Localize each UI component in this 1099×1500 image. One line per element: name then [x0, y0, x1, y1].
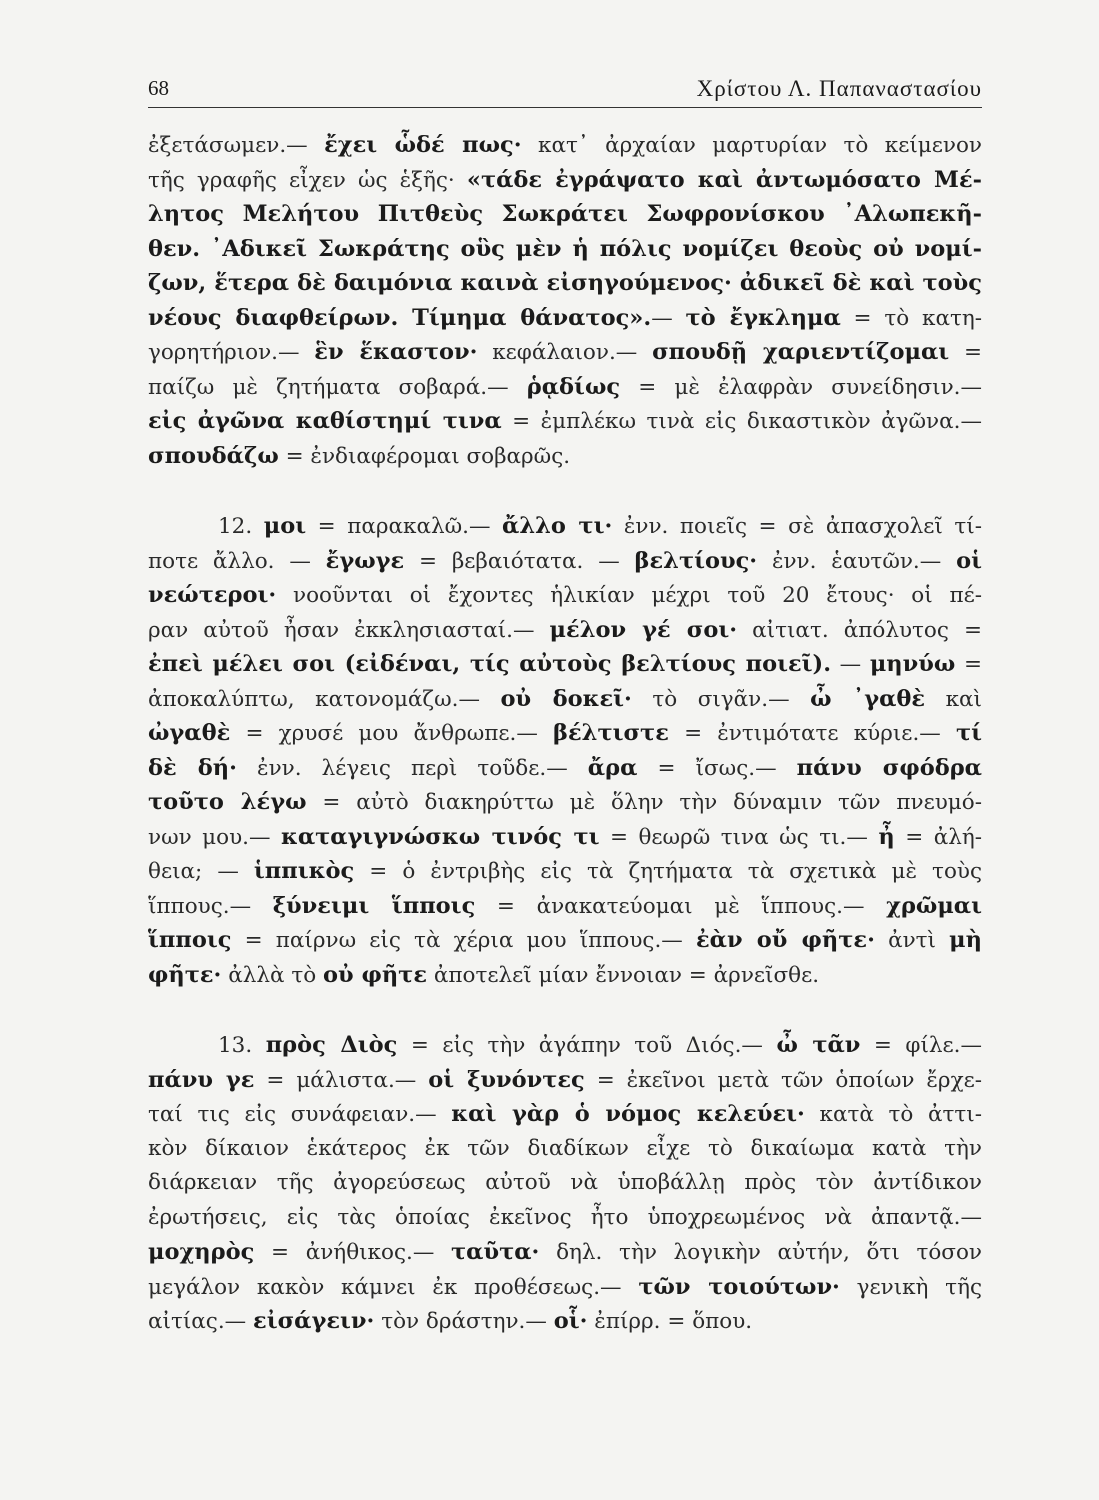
commentary-text — [148, 128, 982, 1339]
lemma-term: ὦ τᾶν — [776, 1032, 861, 1058]
header-rule — [148, 107, 982, 108]
lemma-term: μηνύω — [869, 651, 956, 677]
lemma-term: τί — [955, 720, 982, 746]
lemma-term: δὲ δή· — [148, 754, 237, 781]
gloss-text: τὸ σιγᾶν.— — [631, 686, 811, 712]
lemma-term: ἱππικὸς — [253, 858, 355, 884]
text-line — [148, 335, 982, 370]
gloss-text: = ὁ ἐντριβὴς εἰς τὰ ζητήματα τὰ σχετικὰ μὲ τοὺς — [354, 859, 982, 884]
gloss-text: = ἀνήθικος.— — [254, 1240, 452, 1265]
gloss-text: = παρακαλῶ.— — [306, 514, 503, 539]
text-line — [148, 889, 982, 924]
lemma-term: χρῶμαι — [886, 892, 983, 919]
lemma-term: ἦ — [878, 823, 895, 850]
lemma-term: ὠγαθὲ — [148, 720, 231, 746]
lemma-term: λητος Μελήτου Πιτθεὺς Σωκράτει Σωφρονίσκου ᾽Αλωπεκῆ- — [148, 201, 982, 227]
lemma-term: ζων, ἕτερα δὲ δαιμόνια καινὰ εἰσηγούμενος· ἀδικεῖ δὲ καὶ τοὺς — [148, 270, 982, 296]
text-line — [148, 1132, 982, 1167]
gloss-text: ἵππους.— — [148, 893, 273, 919]
lemma-term: ἄλλο τι· — [502, 513, 613, 539]
gloss-text: δηλ. τὴν λογικὴν αὐτήν, ὅτι τόσον — [539, 1240, 982, 1265]
text-line — [148, 1097, 982, 1132]
gloss-text: γενικὴ τῆς — [839, 1274, 982, 1300]
text-line — [148, 1201, 982, 1236]
text-line — [148, 613, 982, 648]
gloss-text: κατ᾽ ἀρχαίαν μαρτυρίαν τὸ κείμενον — [521, 133, 982, 158]
gloss-text: = — [955, 652, 982, 677]
text-line — [148, 785, 982, 820]
gloss-text: ἐρωτήσεις, εἰς τὰς ὁποίας ἐκεῖνος ἦτο ὑποχρεωμένος νὰ ἀπαντᾷ.— — [148, 1204, 982, 1230]
gloss-text: διάρκειαν τῆς ἀγορεύσεως αὐτοῦ νὰ ὑποβάλλῃ πρὸς τὸν ἀντίδικον — [148, 1170, 982, 1195]
paragraph — [148, 128, 982, 473]
lemma-term: νέους διαφθείρων. Τίμημα θάνατος». — [148, 304, 652, 331]
lemma-term: ὦ ᾽γαθὲ — [810, 685, 926, 712]
running-title: Χρίστου Λ. Παπαναστασίου — [696, 76, 982, 101]
text-line — [148, 716, 982, 751]
gloss-text: = ἐκεῖνοι μετὰ τῶν ὁποίων ἔρχε- — [584, 1067, 983, 1093]
lemma-term: βέλτιστε — [553, 720, 669, 746]
text-line — [148, 509, 982, 544]
gloss-text: ραν αὐτοῦ ἦσαν ἐκκλησιασταί.— — [148, 617, 550, 643]
gloss-text: = αὐτὸ διακηρύττω μὲ ὅλην τὴν δύναμιν τῶν πνευμό- — [306, 790, 982, 815]
lemma-term: εἰσάγειν· — [253, 1308, 375, 1334]
gloss-text: ἀντὶ — [874, 928, 950, 953]
paragraph-gap — [148, 992, 982, 1028]
text-line — [148, 958, 982, 993]
gloss-text: ταί τις εἰς συνάφειαν.— — [148, 1102, 452, 1127]
gloss-text: κεφάλαιον.— — [477, 340, 653, 365]
gloss-text: = μὲ ἐλαφρὰν συνείδησιν.— — [620, 374, 982, 400]
gloss-text: νων μου.— — [148, 824, 281, 850]
lemma-term: φῆτε· — [148, 961, 222, 988]
lemma-term: βελτίους· — [634, 547, 758, 574]
gloss-text: 13. — [218, 1033, 266, 1058]
text-line — [148, 751, 982, 786]
lemma-term: πάνυ σφόδρα — [796, 754, 982, 781]
gloss-text: αἰτιατ. ἀπόλυτος = — [737, 617, 982, 643]
gloss-text: = ἐμπλέκω τινὰ εἰς δικαστικὸν ἀγῶνα.— — [501, 409, 982, 434]
text-line — [148, 1270, 982, 1305]
gloss-text: τὸν δράστην.— — [374, 1309, 554, 1334]
gloss-text: = φίλε.— — [860, 1033, 982, 1058]
text-line — [148, 1166, 982, 1201]
gloss-text: = χρυσέ μου ἄνθρωπε.— — [230, 721, 554, 746]
text-line — [148, 404, 982, 439]
lemma-term: οἱ — [956, 547, 982, 574]
gloss-text: μεγάλον κακὸν κάμνει ἐκ προθέσεως.— — [148, 1274, 639, 1300]
gloss-text: = ἀλή- — [894, 824, 982, 850]
lemma-term: ταῦτα· — [451, 1239, 540, 1265]
lemma-term: καταγιγνώσκω τινός τι — [280, 823, 600, 850]
gloss-text: ἀποτελεῖ μίαν ἔννοιαν = ἀρνεῖσθε. — [427, 962, 820, 988]
text-line — [148, 301, 982, 336]
lemma-term: ξύνειμι ἵπποις — [272, 892, 476, 919]
gloss-text: = ἐντιμότατε κύριε.— — [668, 721, 956, 746]
gloss-text: = ἴσως.— — [637, 755, 797, 781]
lemma-term: ἔγωγε — [325, 547, 405, 574]
lemma-term: ἄρα — [587, 754, 638, 781]
text-line — [148, 1028, 982, 1063]
text-line — [148, 232, 982, 267]
gloss-text: 12. — [218, 514, 264, 539]
text-line — [148, 266, 982, 301]
gloss-text: = ἐνδιαφέρομαι σοβαρῶς. — [278, 443, 571, 469]
gloss-text: καὶ — [925, 686, 982, 712]
gloss-text: — — [651, 305, 686, 331]
gloss-text: νοοῦνται οἱ ἔχοντες ἡλικίαν μέχρι τοῦ 20 ἔτους· οἱ πέ- — [276, 583, 982, 608]
text-line — [148, 647, 982, 682]
page-number: 68 — [148, 76, 169, 100]
text-line — [148, 439, 982, 474]
gloss-text: ἐνν. ἑαυτῶν.— — [757, 548, 957, 574]
lemma-term: ἐπεὶ μέλει σοι (εἰδέναι, τίς αὐτοὺς βελτίους ποιεῖ). — [148, 651, 832, 677]
gloss-text: = βεβαιότατα. — — [404, 548, 635, 574]
gloss-text: θεια; — — [148, 859, 254, 884]
lemma-term: ἓν ἕκαστον· — [314, 339, 478, 365]
text-line — [148, 370, 982, 405]
lemma-term: σπουδῇ χαριεντίζομαι — [652, 339, 950, 365]
gloss-text: = τὸ κατη- — [840, 305, 983, 331]
lemma-term: τῶν τοιούτων· — [638, 1273, 840, 1300]
lemma-term: ἔχει ὧδέ πως· — [324, 132, 522, 158]
page-header — [148, 76, 982, 106]
lemma-term: νεώτεροι· — [148, 582, 277, 608]
lemma-term: ῥᾳδίως — [526, 373, 621, 400]
text-line — [148, 544, 982, 579]
gloss-text: ἐξετάσωμεν.— — [148, 133, 325, 158]
lemma-term: οὐ φῆτε — [323, 961, 428, 988]
gloss-text: = παίρνω εἰς τὰ χέρια μου ἵππους.— — [231, 928, 696, 953]
text-line — [148, 163, 982, 198]
gloss-text: ἀποκαλύπτω, κατονομάζω.— — [148, 686, 501, 712]
gloss-text: κατὰ τὸ ἀττι- — [804, 1102, 982, 1127]
gloss-text: τῆς γραφῆς εἶχεν ὡς ἑξῆς· — [148, 167, 467, 193]
gloss-text: κὸν δίκαιον ἑκάτερος ἐκ τῶν διαδίκων εἶχε τὸ δικαίωμα κατὰ τὴν — [148, 1135, 982, 1161]
text-line — [148, 820, 982, 855]
text-line — [148, 128, 982, 163]
gloss-text: ἀλλὰ τὸ — [221, 962, 324, 988]
lemma-term: πάνυ γε — [148, 1066, 255, 1093]
text-line — [148, 1235, 982, 1270]
text-line — [148, 854, 982, 889]
lemma-term: οἱ ξυνόντες — [428, 1066, 585, 1093]
text-line — [148, 197, 982, 232]
gloss-text: ἐνν. ποιεῖς = σὲ ἀπασχολεῖ τί- — [612, 514, 982, 539]
gloss-text: = θεωρῶ τινα ὡς τι.— — [599, 824, 879, 850]
gloss-text: — — [831, 652, 870, 677]
lemma-term: «τάδε ἐγράψατο καὶ ἀντωμόσατο Μέ- — [466, 166, 982, 193]
text-line — [148, 1063, 982, 1098]
lemma-term: καὶ γὰρ ὁ νόμος κελεύει· — [451, 1101, 805, 1127]
gloss-text: παίζω μὲ ζητήματα σοβαρά.— — [148, 374, 527, 400]
text-line — [148, 923, 982, 958]
gloss-text: γορητήριον.— — [148, 340, 315, 365]
gloss-text: = μάλιστα.— — [254, 1067, 429, 1093]
gloss-text: ποτε ἄλλο. — — [148, 548, 326, 574]
lemma-term: εἰς ἀγῶνα καθίστημί τινα — [148, 408, 502, 434]
gloss-text: ἐπίρρ. = ὅπου. — [587, 1309, 753, 1334]
lemma-term: μέλον γέ σοι· — [549, 616, 738, 643]
gloss-text: = εἰς τὴν ἀγάπην τοῦ Διός.— — [397, 1033, 777, 1058]
lemma-term: μὴ — [949, 927, 982, 953]
lemma-term: τοῦτο λέγω — [148, 789, 307, 815]
paragraph — [148, 509, 982, 992]
text-line — [148, 682, 982, 717]
lemma-term: ἐὰν οὔ φῆτε· — [695, 927, 875, 953]
gloss-text: ἐνν. λέγεις περὶ τοῦδε.— — [236, 755, 588, 781]
paragraph-gap — [148, 473, 982, 509]
lemma-term: μοχηρὸς — [148, 1239, 255, 1265]
lemma-term: σπουδάζω — [148, 442, 279, 469]
lemma-term: πρὸς Διὸς — [265, 1032, 398, 1058]
lemma-term: οὐ δοκεῖ· — [500, 685, 632, 712]
paragraph — [148, 1028, 982, 1339]
gloss-text: αἰτίας.— — [148, 1309, 254, 1334]
text-line — [148, 1304, 982, 1339]
lemma-term: θεν. ᾽Αδικεῖ Σωκράτης οὓς μὲν ἡ πόλις νομίζει θεοὺς οὐ νομί- — [148, 235, 982, 262]
lemma-term: τὸ ἔγκλημα — [685, 304, 841, 331]
gloss-text: = ἀνακατεύομαι μὲ ἵππους.— — [475, 893, 887, 919]
lemma-term: μοι — [263, 513, 307, 539]
text-line — [148, 578, 982, 613]
gloss-text: = — [949, 340, 983, 365]
lemma-term: ἵπποις — [148, 927, 232, 953]
lemma-term: οἷ· — [553, 1308, 588, 1334]
